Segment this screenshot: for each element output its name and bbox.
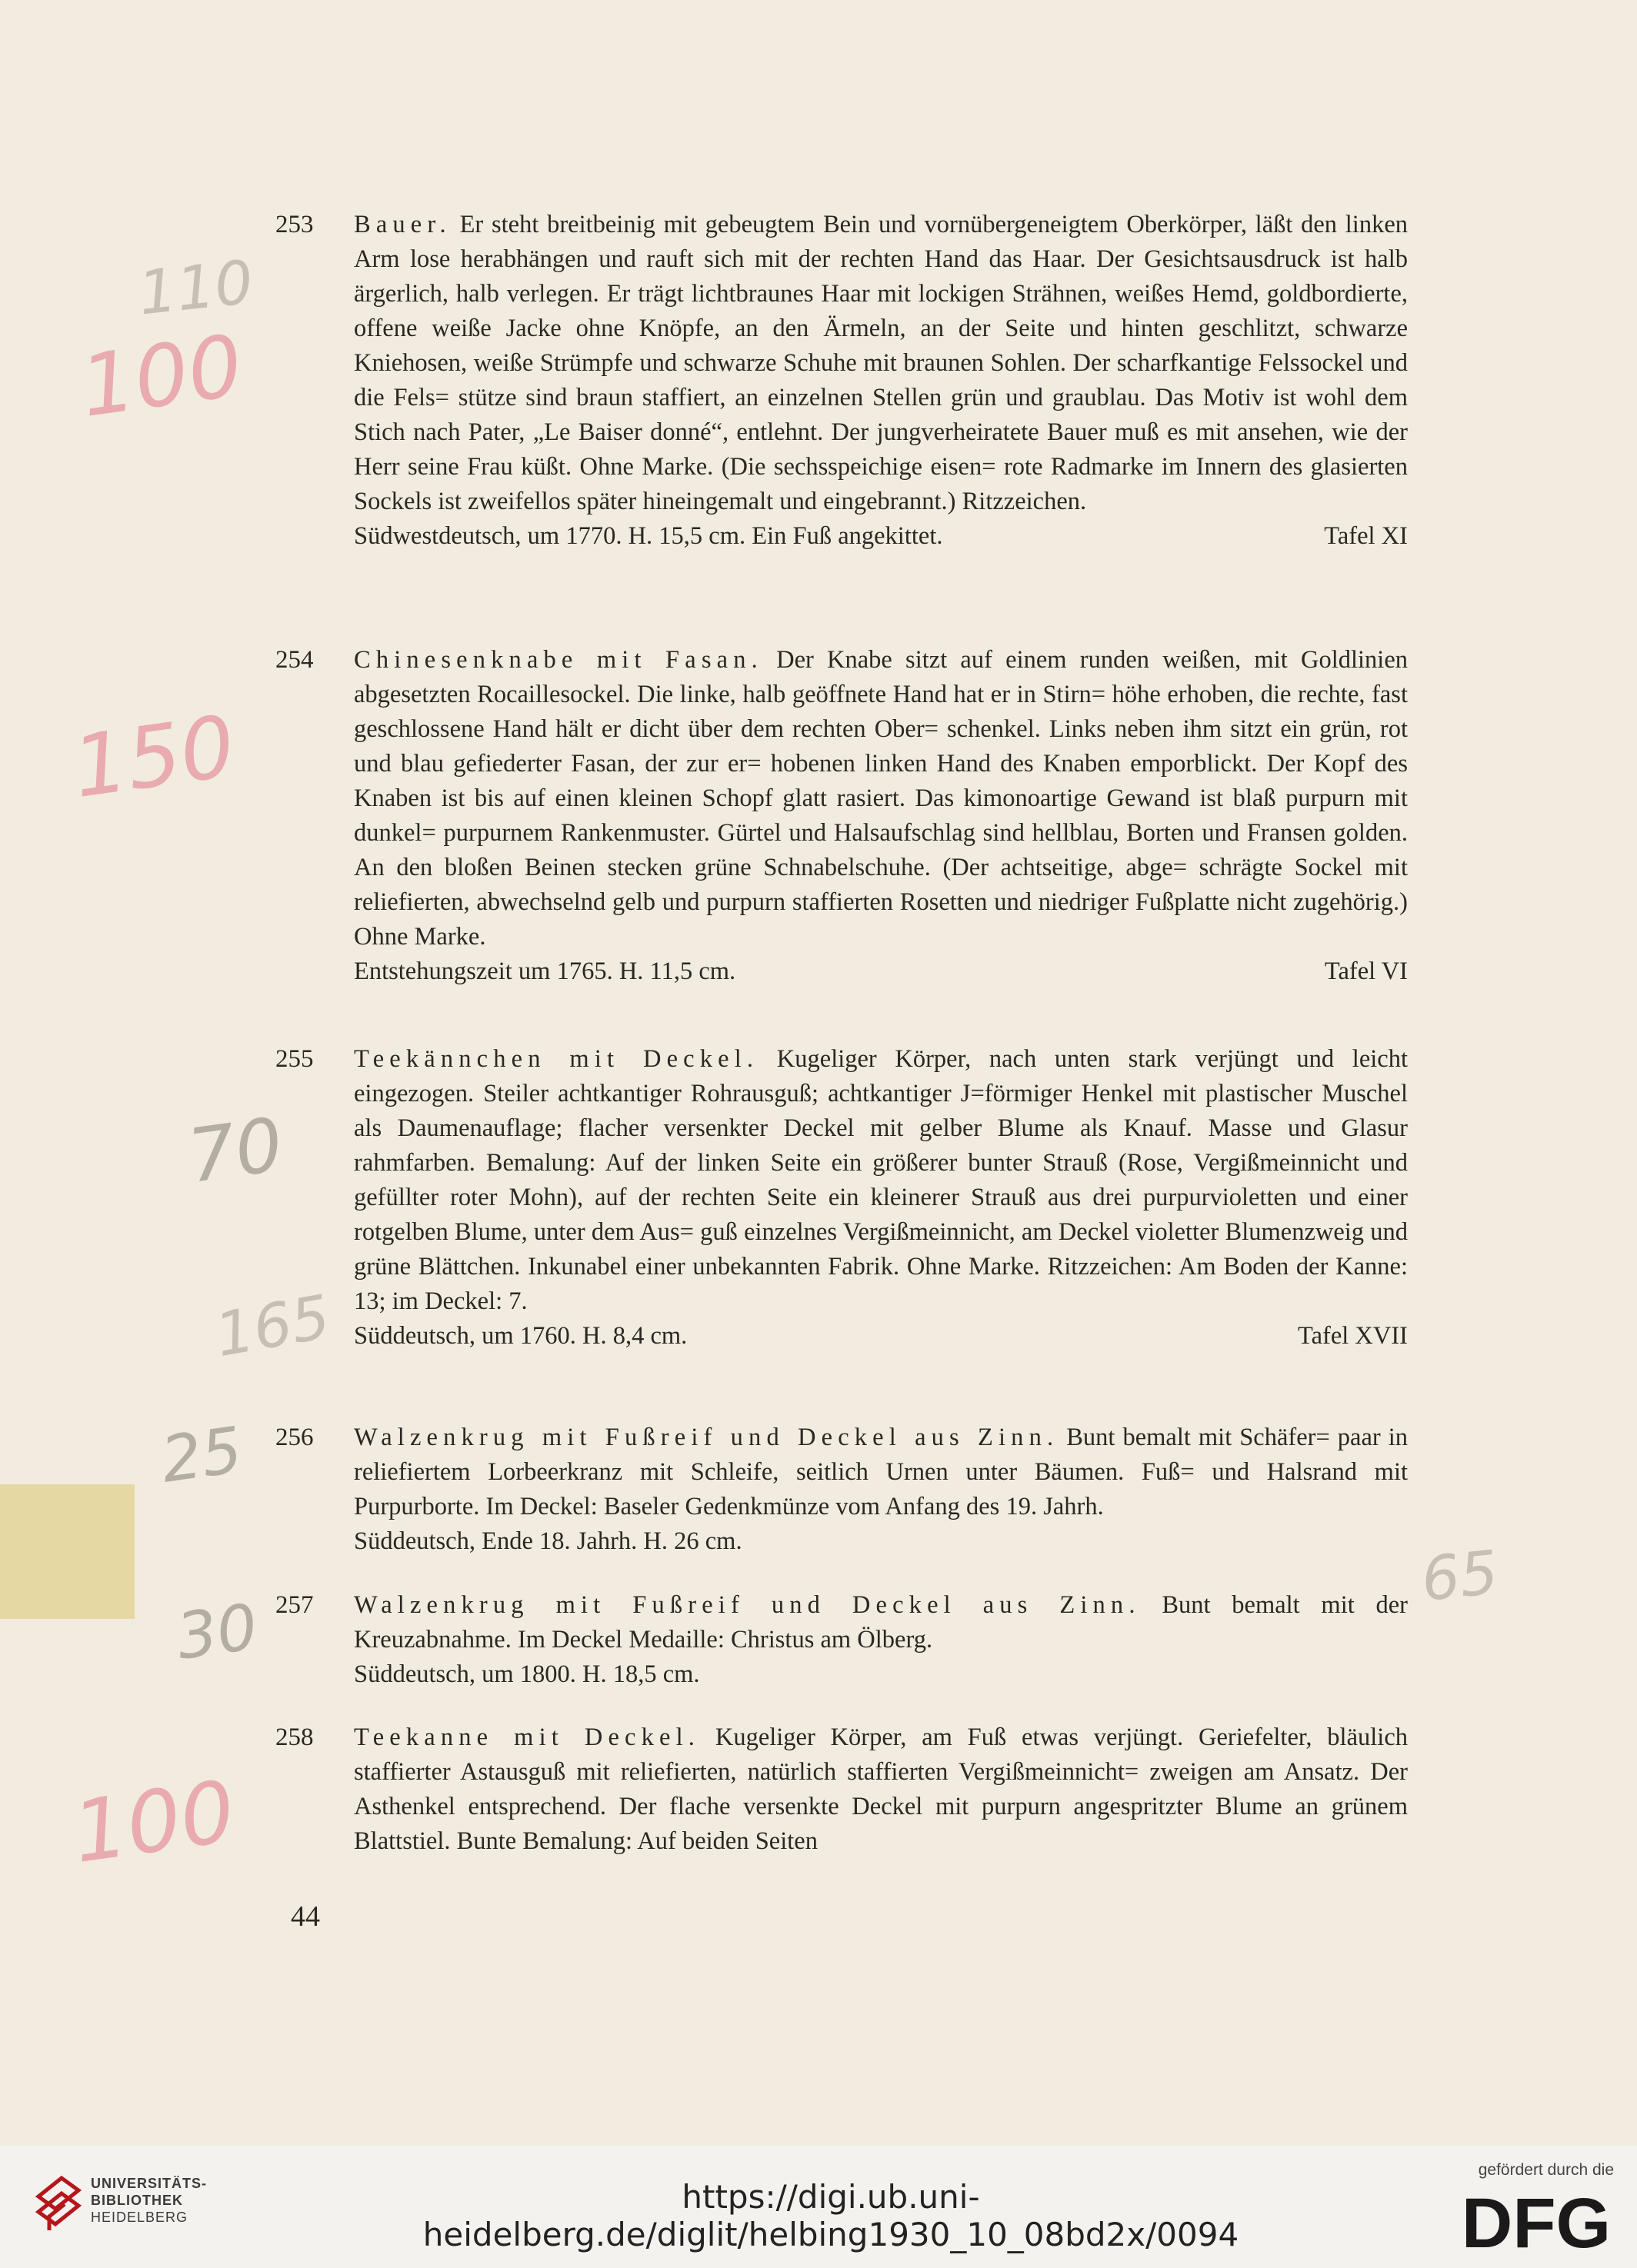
library-name: UNIVERSITÄTS- BIBLIOTHEK HEIDELBERG [91,2176,208,2225]
entry-meta: Südwestdeutsch, um 1770. H. 15,5 cm. Ein Fuß angekittet. [354,522,943,550]
library-logo-icon [34,2173,83,2238]
entry-title: Chinesenknabe mit Fasan. [354,646,763,674]
catalog-entry-258 [275,1720,1408,1859]
entry-number: 253 [275,211,314,238]
viewer-footer [0,2146,1637,2268]
entry-description: Er steht breitbeinig mit gebeugtem Bein und vornübergeneigtem Oberkörper, läßt den linken Arm lose herabhängen und rauft sich mit der rechten Hand das Haar. Der Gesichtsausdruck ist halb ärgerlich, halb verlegen. Er trägt lichtbraunes Haar mit lockigen Strähnen, weißes Hemd, goldbordierte, offene weiße Jacke ohne Knöpfe, an den Ärmeln, an der Seite und hinten geschlitzt, schwarze Kniehosen, weiße Strümpfe und schwarze Schuhe mit braunen Sohlen. Der scharfkantige Felssockel und die Fels= stütze sind braun staffiert, an einzelnen Stellen grün und graublau. Das Motiv ist wohl dem Stich nach Pater, „Le Baiser donné“, entlehnt. Der jungverheiratete Bauer muß es mit ansehen, wie der Herr seine Frau küßt. Ohne Marke. (Die sechsspeichige eisen= rote Radmarke im Innern des glasierten Sockels ist zweifellos später hineingemalt und eingebrannt.) Ritzzeichen. [354,211,1409,515]
catalog-entry-255 [275,1042,1408,1354]
pencil-note: 110 [135,248,257,329]
entry-description: Der Knabe sitzt auf einem runden weißen, mit Goldlinien abgesetzten Rocaillesockel. Die linke, halb geöffnete Hand hat er in Stirn= höhe erhoben, die rechte, fast geschlossene Hand hält er dicht über dem rechten Ober= schenkel. Links neben ihm sitzt ein grün, rot und blau gefiederter Fasan, der zur er= hobenen linken Hand des Knaben emporblickt. Der Kopf des Knaben ist bis auf einen kleinen Schopf glatt rasiert. Das kimonoartige Gewand ist blaß purpurn mit dunkel= purpurnem Rankenmuster. Gürtel und Halsaufschlag sind hellblau, Borten und Fransen golden. An den bloßen Beinen stecken grüne Schnabelschuhe. (Der achtseitige, abge= schrägte Sockel mit reliefierten, abwechselnd gelb und purpurn staffierten Rosetten und niedriger Fußplatte nicht zugehörig.) Ohne Marke. [354,646,1408,951]
catalog-entry-257 [275,1588,1408,1692]
entry-description: Bunt bemalt mit der Kreuzabnahme. Im Deckel Medaille: Christus am Ölberg. [354,1591,1408,1654]
catalog-entry-256 [275,1420,1408,1559]
svg-text:DFG: DFG [1461,2184,1612,2255]
entry-title: Teekanne mit Deckel. [354,1723,701,1751]
entry-meta: Süddeutsch, um 1760. H. 8,4 cm. [354,1322,688,1350]
catalog-entry-253 [275,208,1408,554]
entry-title: Walzenkrug mit Fußreif und Deckel aus Zinn. [354,1424,1059,1451]
entry-meta: Süddeutsch, um 1800. H. 18,5 cm. [354,1660,700,1688]
entry-meta: Entstehungszeit um 1765. H. 11,5 cm. [354,957,736,985]
entry-description: Kugeliger Körper, am Fuß etwas verjüngt. Geriefelter, bläulich staffierter Astausguß mit reliefierten, natürlich staffierten Vergißmeinnicht= zweigen am Ansatz. Der Asthenkel entsprechend. Der flache versenkte Deckel mit purpurn angespritzter Blume an grünem Blattstiel. Bunte Bemalung: Auf beiden Seiten [354,1723,1408,1855]
handwritten-price: 30 [172,1590,262,1674]
entry-description: Bunt bemalt mit Schäfer= paar in reliefiertem Lorbeerkranz mit Schleife, seitlich Urnen unter Bäumen. Fuß= und Halsrand mit Purpurborte. Im Deckel: Baseler Gedenkmünze vom Anfang des 19. Jahrh. [354,1424,1408,1520]
entry-number: 258 [275,1723,314,1751]
tape-strip [0,1484,135,1619]
entry-number: 256 [275,1424,314,1451]
handwritten-price: 70 [182,1101,288,1200]
handwritten-price: 25 [156,1414,247,1497]
permalink-url[interactable]: https://digi.ub.uni-heidelberg.de/diglit/helbing1930_10_08bd2x/0094 [422,2178,1239,2253]
handwritten-price: 100 [67,1762,241,1882]
entry-plate: Tafel VI [1324,957,1408,985]
dfg-logo-icon [1455,2184,1617,2255]
entry-meta: Süddeutsch, Ende 18. Jahrh. H. 26 cm. [354,1527,742,1555]
pencil-note: 65 [1418,1538,1502,1615]
entry-title: Bauer. [354,211,452,238]
catalog-entry-254 [275,643,1408,989]
entry-description: Kugeliger Körper, nach unten stark verjüngt und leicht eingezogen. Steiler achtkantiger Rohrausguß; achtkantiger J=förmiger Henkel mit plastischer Muschel als Daumenauflage; flacher versenkter Deckel mit gelber Blume als Knauf. Masse und Glasur rahmfarben. Bemalung: Auf der linken Seite ein größerer bunter Strauß (Rose, Vergißmeinnicht und gefüllter roter Mohn), auf der rechten Seite ein kleinerer Strauß aus drei purpurvioletten und einer rotgelben Blume, unter dem Aus= guß einzelnes Vergißmeinnicht, am Deckel violetter Blumenzweig und grüne Blättchen. Inkunabel einer unbekannten Fabrik. Ohne Marke. Ritzzeichen: Am Boden der Kanne: 13; im Deckel: 7. [354,1045,1408,1315]
pencil-note: 165 [210,1282,335,1371]
entry-number: 257 [275,1591,314,1619]
entry-title: Teekännchen mit Deckel. [354,1045,759,1073]
handwritten-price: 100 [75,316,248,436]
entry-number: 254 [275,646,314,674]
entry-title: Walzenkrug mit Fußreif und Deckel aus Zinn. [354,1591,1141,1619]
page-number: 44 [291,1900,320,1933]
entry-number: 255 [275,1045,314,1073]
handwritten-price: 150 [67,697,241,817]
entry-plate: Tafel XI [1324,522,1408,550]
funded-by-label: gefördert durch die [1478,2161,1614,2179]
entry-plate: Tafel XVII [1298,1322,1408,1350]
